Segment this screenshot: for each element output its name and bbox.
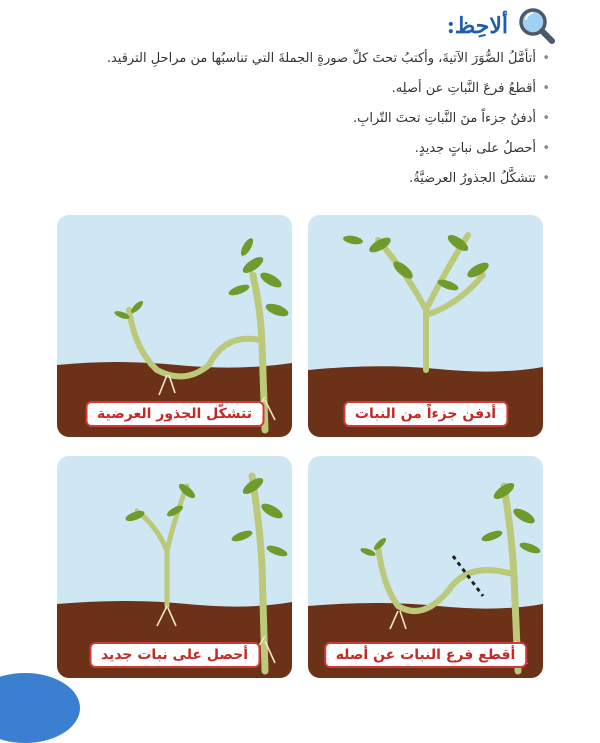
panel-new-plant	[57, 456, 292, 678]
instruction-list	[30, 50, 550, 200]
caption-cut-branch: أقطع فرع النبات عن أصله	[324, 642, 528, 668]
caption-roots-forming: تتشكّل الجذور العرضية	[85, 401, 264, 427]
panel-roots-forming	[57, 215, 292, 437]
caption-new-plant: أحصل على نبات جديد	[89, 642, 260, 668]
caption-bury-branch: أدفن جزءاً من النبات	[343, 401, 508, 427]
instruction-item: • أتأمَّلُ الصُّوَرَ الآتيةَ، وأكتبُ تحتَ كلِّ صورةٍ الجملةَ التي تناسبُها من مراحلِ الترقيد.	[30, 50, 550, 80]
instruction-item: • تتشكَّلُ الجذورُ العرضيَّةُ.	[30, 170, 550, 200]
panel-cut-branch	[308, 456, 543, 678]
instruction-item: • أدفنُ جزءاً منَ النَّباتِ تحتَ التّرابِ.	[30, 110, 550, 140]
section-header	[447, 6, 556, 46]
section-title: ألاحِظ:	[446, 13, 508, 39]
instruction-item: • أحصلُ على نباتٍ جديدٍ.	[30, 140, 550, 170]
magnifier-icon	[516, 6, 556, 46]
page-corner-decoration	[0, 673, 80, 743]
panel-bury-branch	[308, 215, 543, 437]
instruction-item: • أقطعُ فرعَ النَّباتِ عن أصلِه.	[30, 80, 550, 110]
